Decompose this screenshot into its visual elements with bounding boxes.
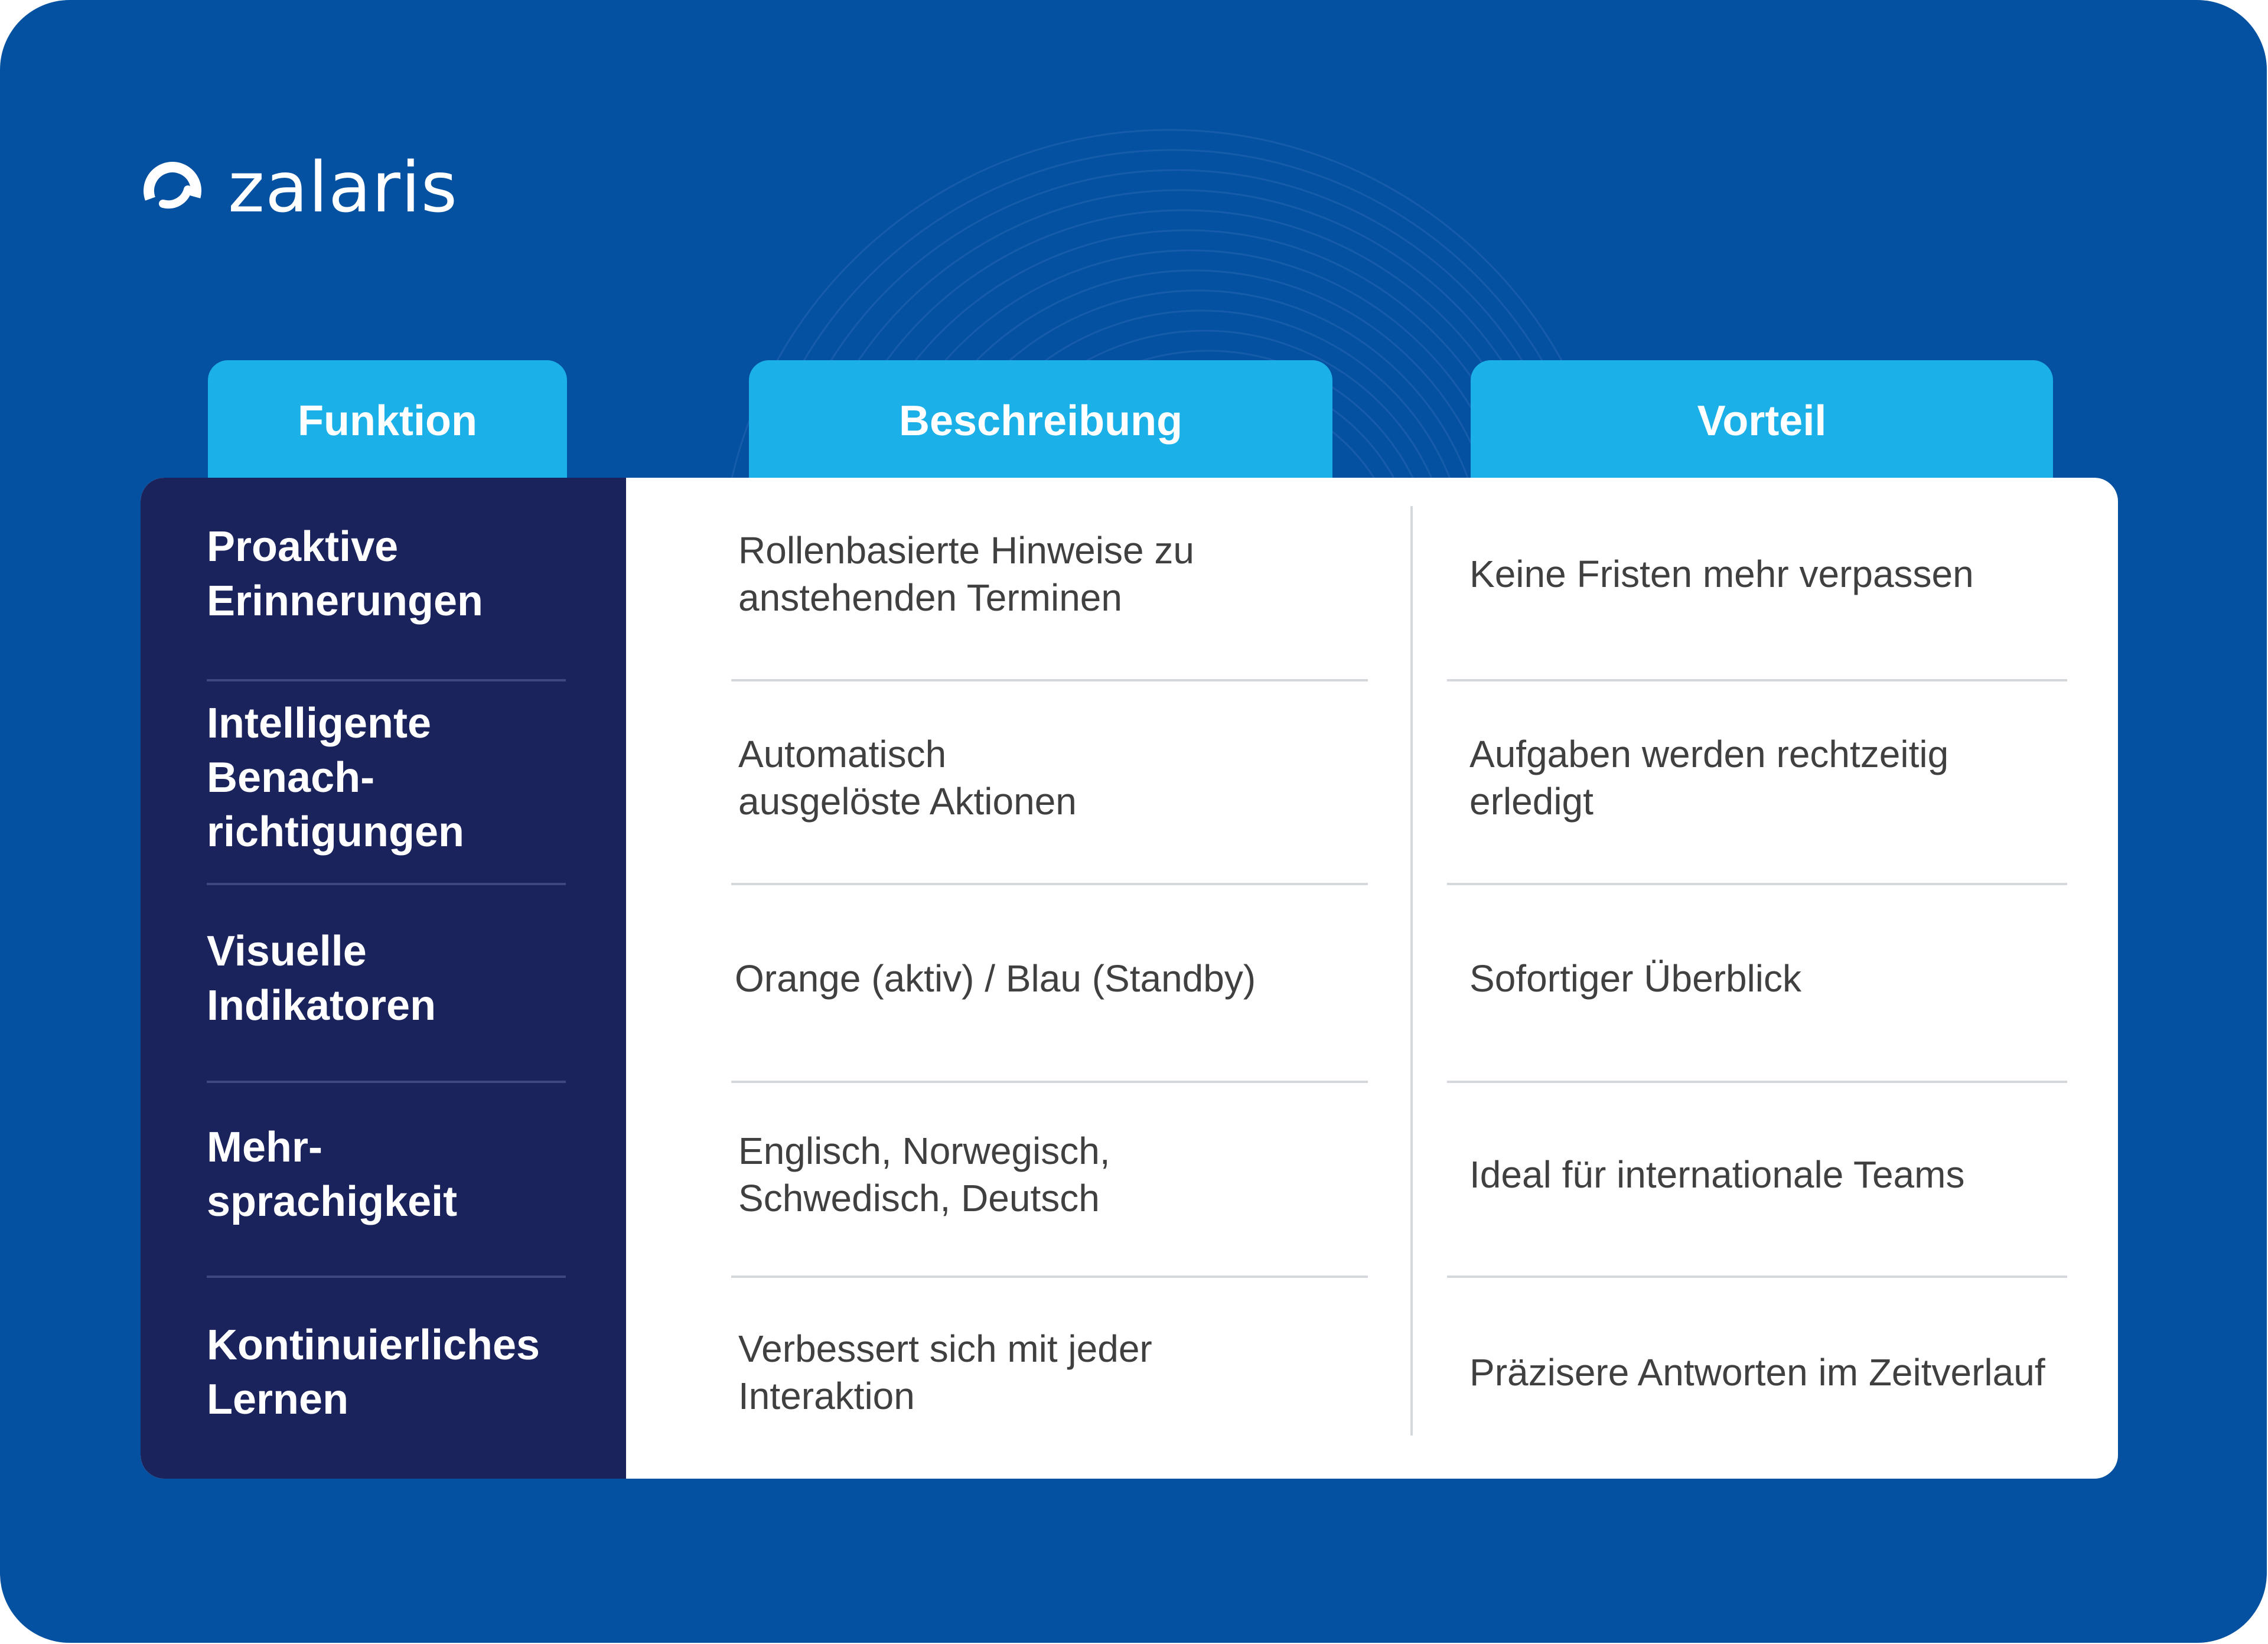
benefit-cell: Keine Fristen mehr verpassen — [1469, 552, 1974, 595]
table-row — [141, 1083, 2118, 1278]
header-funktion: Funktion — [208, 360, 567, 490]
function-cell: Kontinuierliches Lernen — [207, 1322, 540, 1423]
header-vorteil: Vorteil — [1471, 360, 2053, 490]
description-cell: Orange (aktiv) / Blau (Standby) — [735, 957, 1256, 1000]
function-cell: Visuelle Indikatoren — [207, 927, 436, 1029]
zalaris-logo-icon — [137, 155, 208, 226]
benefit-cell: Aufgaben werden rechtzeitig erledigt — [1469, 732, 1949, 823]
function-cell: Proaktive Erinnerungen — [207, 523, 484, 625]
brand-name: zalaris — [228, 146, 458, 228]
zalaris-logo — [137, 146, 458, 235]
table-row — [141, 1278, 2118, 1479]
function-cell: Mehr- sprachigkeit — [207, 1124, 458, 1225]
description-cell: Verbessert sich mit jeder Interaktion — [738, 1327, 1152, 1417]
benefit-cell: Präzisere Antworten im Zeitverlauf — [1469, 1351, 2045, 1394]
description-cell: Englisch, Norwegisch, Schwedisch, Deutsch — [738, 1130, 1110, 1219]
header-beschreibung: Beschreibung — [749, 360, 1332, 490]
benefit-cell: Ideal für internationale Teams — [1469, 1153, 1965, 1196]
table-row — [141, 478, 2118, 681]
benefit-cell: Sofortiger Überblick — [1469, 957, 1801, 1000]
feature-table — [141, 478, 2118, 1479]
description-cell: Rollenbasierte Hinweise zu anstehenden Terminen — [738, 529, 1194, 619]
table-row — [141, 885, 2118, 1083]
description-cell: Automatisch ausgelöste Aktionen — [738, 732, 1077, 823]
table-row — [141, 681, 2118, 885]
function-cell: Intelligente Benach- richtigungen — [207, 699, 464, 856]
